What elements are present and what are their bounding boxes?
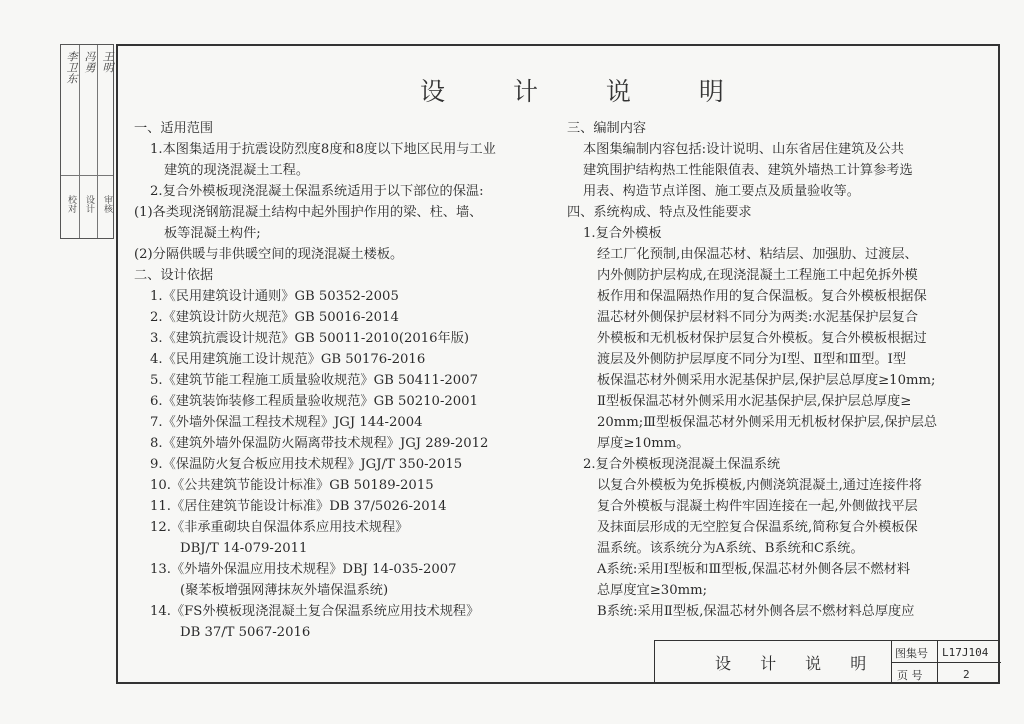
text-line: 用表、构造节点详图、施工要点及质量验收等。: [583, 184, 860, 199]
right-column: [567, 118, 987, 622]
text-line: 经工厂化预制,由保温芯材、粘结层、加强肋、过渡层、: [597, 247, 918, 262]
text-line: 厚度≥10mm。: [597, 436, 690, 451]
text-line: 温芯材外侧保护层材料不同分为两类:水泥基保护层复合: [597, 310, 918, 325]
text-line: 8.《建筑外墙外保温防火隔离带技术规程》JGJ 289-2012: [150, 436, 489, 451]
text-line: 10.《公共建筑节能设计标准》GB 50189-2015: [150, 478, 434, 493]
text-line: 渡层及外侧防护层厚度不同分为Ⅰ型、Ⅱ型和Ⅲ型。Ⅰ型: [597, 352, 907, 367]
text-line: 及抹面层形成的无空腔复合保温系统,简称复合外模板保: [597, 520, 918, 535]
sidebar-label-2: 设计: [84, 195, 94, 213]
text-line: 6.《建筑装饰装修工程质量验收规范》GB 50210-2001: [150, 394, 478, 409]
text-line: 2.复合外模板现浇混凝土保温系统: [583, 457, 781, 472]
title-block: [654, 640, 1000, 684]
sidebar-label-1: 校对: [66, 195, 76, 213]
text-line: 7.《外墙外保温工程技术规程》JGJ 144-2004: [150, 415, 423, 430]
text-line: 一、适用范围: [134, 121, 214, 136]
text-line: 板保温芯材外侧采用水泥基保护层,保护层总厚度≥10mm;: [597, 373, 936, 388]
atlas-number-value: L17J104: [942, 646, 989, 659]
text-line: DBJ/T 14-079-2011: [180, 541, 308, 556]
text-line: (1)各类现浇钢筋混凝土结构中起外围护作用的梁、柱、墙、: [134, 205, 483, 220]
text-line: 建筑围护结构热工性能限值表、建筑外墙热工计算参考选: [583, 163, 913, 178]
text-line: 20mm;Ⅲ型板保温芯材外侧采用无机板材保护层,保护层总: [597, 415, 938, 430]
text-line: 板作用和保温隔热作用的复合保温板。复合外模板根据保: [597, 289, 927, 304]
text-line: 1.复合外模板: [583, 226, 662, 241]
signature-2: 冯勇: [83, 51, 96, 73]
text-line: 以复合外模板为免拆模板,内侧浇筑混凝土,通过连接件将: [597, 478, 922, 493]
text-line: (2)分隔供暖与非供暖空间的现浇混凝土楼板。: [134, 247, 404, 262]
left-column: [134, 118, 554, 643]
text-line: 建筑的现浇混凝土工程。: [164, 163, 310, 178]
text-line: Ⅱ型板保温芯材外侧采用水泥基保护层,保护层总厚度≥: [597, 394, 912, 409]
sidebar-label-3: 审核: [102, 195, 112, 213]
text-line: 本图集编制内容包括:设计说明、山东省居住建筑及公共: [583, 142, 904, 157]
page-number-label: 页 号: [897, 669, 923, 682]
text-line: 三、编制内容: [567, 121, 647, 136]
text-line: 四、系统构成、特点及性能要求: [567, 205, 752, 220]
text-line: DB 37/T 5067-2016: [180, 625, 311, 640]
text-line: 13.《外墙外保温应用技术规程》DBJ 14-035-2007: [150, 562, 457, 577]
text-line: 总厚度宜≥30mm;: [597, 583, 708, 598]
text-line: 温系统。该系统分为A系统、B系统和C系统。: [597, 541, 864, 556]
text-line: 14.《FS外模板现浇混凝土复合保温系统应用技术规程》: [150, 604, 480, 619]
text-line: 2.复合外模板现浇混凝土保温系统适用于以下部位的保温:: [150, 184, 484, 199]
text-line: 5.《建筑节能工程施工质量验收规范》GB 50411-2007: [150, 373, 478, 388]
text-line: 二、设计依据: [134, 268, 214, 283]
titleblock-name: 设 计 说 明: [715, 654, 879, 673]
text-line: 12.《非承重砌块自保温体系应用技术规程》: [150, 520, 409, 535]
text-line: 外模板和无机板材保护层复合外模板。复合外模板根据过: [597, 331, 927, 346]
text-line: A系统:采用Ⅰ型板和Ⅲ型板,保温芯材外侧各层不燃材料: [597, 562, 911, 577]
atlas-number-label: 图集号: [895, 647, 928, 660]
text-line: 复合外模板与混凝土构件牢固连接在一起,外侧做找平层: [597, 499, 918, 514]
signature-1: 李卫东: [65, 51, 78, 84]
text-line: B系统:采用Ⅱ型板,保温芯材外侧各层不燃材料总厚度应: [597, 604, 915, 619]
approval-sidebar: [60, 44, 114, 239]
text-line: 4.《民用建筑施工设计规范》GB 50176-2016: [150, 352, 426, 367]
page-title: 设 计 说 明: [420, 77, 754, 106]
text-line: 1.本图集适用于抗震设防烈度8度和8度以下地区民用与工业: [150, 142, 496, 157]
text-line: 内外侧防护层构成,在现浇混凝土工程施工中起免拆外模: [597, 268, 918, 283]
text-line: 9.《保温防火复合板应用技术规程》JGJ/T 350-2015: [150, 457, 463, 472]
text-line: (聚苯板增强网薄抹灰外墙保温系统): [180, 583, 389, 598]
text-line: 板等混凝土构件;: [164, 226, 261, 241]
text-line: 1.《民用建筑设计通则》GB 50352-2005: [150, 289, 399, 304]
page-number-value: 2: [963, 668, 970, 681]
text-line: 3.《建筑抗震设计规范》GB 50011-2010(2016年版): [150, 331, 470, 346]
signature-3: 王明: [101, 51, 114, 73]
text-line: 2.《建筑设计防火规范》GB 50016-2014: [150, 310, 399, 325]
text-line: 11.《居住建筑节能设计标准》DB 37/5026-2014: [150, 499, 447, 514]
